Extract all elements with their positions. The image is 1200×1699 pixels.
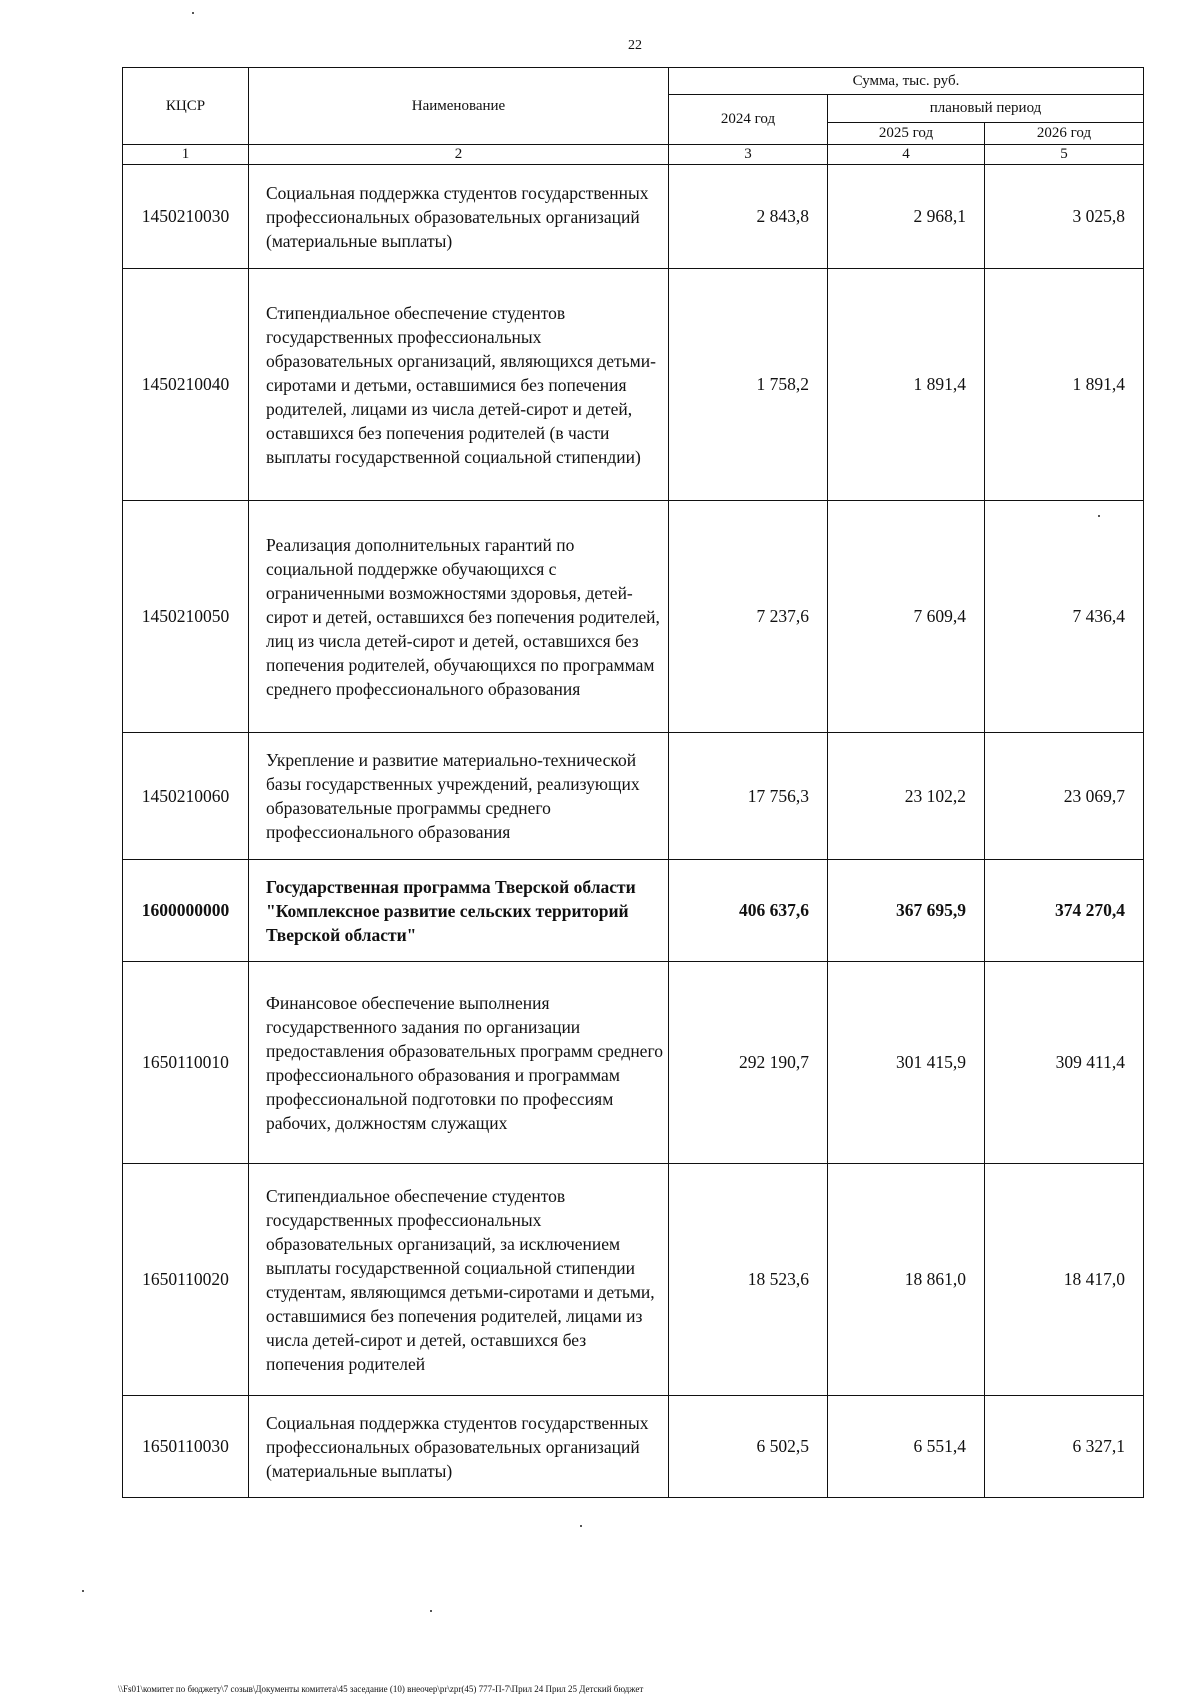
row-value-2025: 23 102,2 bbox=[828, 733, 985, 860]
table-row bbox=[123, 1396, 1144, 1498]
row-name: Государственная программа Тверской области "Комплексное развитие сельских территорий Тверской области" bbox=[249, 860, 669, 962]
row-value-2025: 301 415,9 bbox=[828, 962, 985, 1164]
table-row bbox=[123, 1164, 1144, 1396]
row-name: Социальная поддержка студентов государственных профессиональных образовательных организаций (материальные выплаты) bbox=[249, 165, 669, 269]
row-code: 1650110010 bbox=[123, 962, 249, 1164]
header-year-2026: 2026 год bbox=[985, 123, 1144, 145]
row-value-2025: 2 968,1 bbox=[828, 165, 985, 269]
row-value-2025: 367 695,9 bbox=[828, 860, 985, 962]
column-index: 1 bbox=[123, 145, 249, 165]
row-value-2024: 6 502,5 bbox=[669, 1396, 828, 1498]
row-code: 1450210030 bbox=[123, 165, 249, 269]
table-row bbox=[123, 165, 1144, 269]
row-value-2026: 309 411,4 bbox=[985, 962, 1144, 1164]
row-code: 1650110030 bbox=[123, 1396, 249, 1498]
row-value-2026: 23 069,7 bbox=[985, 733, 1144, 860]
header-name: Наименование bbox=[249, 68, 669, 145]
scan-speck bbox=[82, 1590, 84, 1592]
row-value-2024: 1 758,2 bbox=[669, 269, 828, 501]
footer-file-path: \\Fs01\комитет по бюджету\7 созыв\Документы комитета\45 заседание (10) внеочер\pr\zpr(45) 777-П-7\Прил 24 Прил 25 Детский бюджет bbox=[118, 1684, 644, 1694]
row-value-2026: 1 891,4 bbox=[985, 269, 1144, 501]
row-code: 1450210050 bbox=[123, 501, 249, 733]
scan-speck bbox=[430, 1610, 432, 1612]
table-row bbox=[123, 269, 1144, 501]
row-name: Стипендиальное обеспечение студентов государственных профессиональных образовательных организаций, за исключением выплаты государственной социальной стипендии студентам, являющимся детьми-сиротами и детьми, оставшимися без попечения родителей, лицами из числа детей-сирот и детей, оставшихся без попечения родителей bbox=[249, 1164, 669, 1396]
scan-speck bbox=[192, 12, 194, 14]
row-name: Стипендиальное обеспечение студентов государственных профессиональных образовательных организаций, являющихся детьми-сиротами и детьми, оставшимися без попечения родителей, лицами из числа детей-сирот и детей, оставшихся без попечения родителей (в части выплаты государственной социальной стипендии) bbox=[249, 269, 669, 501]
header-sum: Сумма, тыс. руб. bbox=[669, 68, 1144, 95]
budget-table bbox=[122, 67, 1144, 1498]
row-value-2026: 374 270,4 bbox=[985, 860, 1144, 962]
row-value-2024: 18 523,6 bbox=[669, 1164, 828, 1396]
row-value-2024: 7 237,6 bbox=[669, 501, 828, 733]
row-value-2025: 7 609,4 bbox=[828, 501, 985, 733]
column-index-row bbox=[123, 145, 1144, 165]
scan-speck bbox=[1098, 515, 1100, 517]
page-number: 22 bbox=[628, 38, 642, 53]
header-year-2025: 2025 год bbox=[828, 123, 985, 145]
column-index: 4 bbox=[828, 145, 985, 165]
row-code: 1450210060 bbox=[123, 733, 249, 860]
row-value-2024: 292 190,7 bbox=[669, 962, 828, 1164]
row-value-2024: 406 637,6 bbox=[669, 860, 828, 962]
column-index: 3 bbox=[669, 145, 828, 165]
row-name: Социальная поддержка студентов государственных профессиональных образовательных организаций (материальные выплаты) bbox=[249, 1396, 669, 1498]
scan-speck bbox=[580, 1525, 582, 1527]
table-row bbox=[123, 501, 1144, 733]
row-value-2025: 1 891,4 bbox=[828, 269, 985, 501]
row-value-2024: 17 756,3 bbox=[669, 733, 828, 860]
row-value-2026: 18 417,0 bbox=[985, 1164, 1144, 1396]
row-name: Укрепление и развитие материально-технической базы государственных учреждений, реализующих образовательные программы среднего профессионального образования bbox=[249, 733, 669, 860]
table-row-program-total bbox=[123, 860, 1144, 962]
column-index: 2 bbox=[249, 145, 669, 165]
row-value-2026: 7 436,4 bbox=[985, 501, 1144, 733]
row-name: Реализация дополнительных гарантий по социальной поддержке обучающихся с ограниченными возможностями здоровья, детей-сирот и детей, оставшихся без попечения родителей, лиц из числа детей-сирот и детей, оставшихся без попечения родителей, обучающихся по программам среднего профессионального образования bbox=[249, 501, 669, 733]
header-year-2024: 2024 год bbox=[669, 95, 828, 145]
header-code: КЦСР bbox=[123, 68, 249, 145]
row-value-2024: 2 843,8 bbox=[669, 165, 828, 269]
row-code: 1650110020 bbox=[123, 1164, 249, 1396]
header-plan-period: плановый период bbox=[828, 95, 1144, 123]
table-row bbox=[123, 733, 1144, 860]
row-value-2026: 6 327,1 bbox=[985, 1396, 1144, 1498]
column-index: 5 bbox=[985, 145, 1144, 165]
row-code: 1450210040 bbox=[123, 269, 249, 501]
row-value-2025: 6 551,4 bbox=[828, 1396, 985, 1498]
row-name: Финансовое обеспечение выполнения государственного задания по организации предоставления образовательных программ среднего профессионального образования и программам профессиональной подготовки по профессиям рабочих, должностям служащих bbox=[249, 962, 669, 1164]
row-value-2026: 3 025,8 bbox=[985, 165, 1144, 269]
row-code: 1600000000 bbox=[123, 860, 249, 962]
row-value-2025: 18 861,0 bbox=[828, 1164, 985, 1396]
table-row bbox=[123, 962, 1144, 1164]
